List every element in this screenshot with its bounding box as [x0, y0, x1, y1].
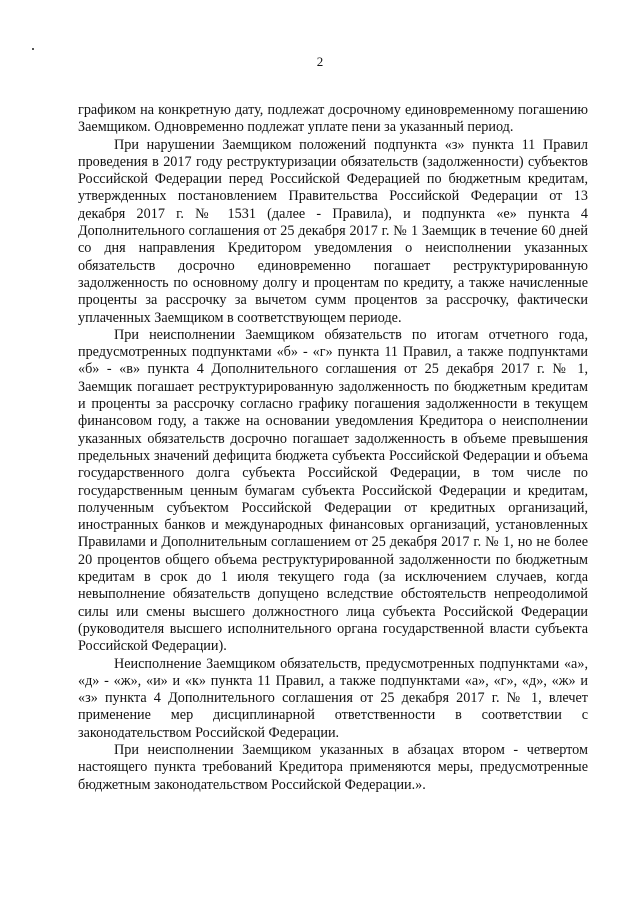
- page-number: 2: [316, 54, 324, 69]
- paragraph-disciplinary-clause: Неисполнение Заемщиком обязательств, предусмотренных подпунктами «а», «д» - «ж», «и» и «к» пункта 11 Правил, а также подпунктами «а», «г», «д», «ж» и «з» пункта 4 Дополнительного соглашения от 25 декабря 2017 г. № 1, влечет применение мер дисциплинарной ответственности в соответствии с законодательством Российской Федерации.: [78, 655, 588, 741]
- paragraph-measures-clause: При неисполнении Заемщиком указанных в абзацах втором - четвертом настоящего пункта требований Кредитора применяются меры, предусмотренные бюджетным законодательством Российской Федерации.».: [78, 741, 588, 793]
- paragraph-violation-clause: При нарушении Заемщиком положений подпункта «з» пункта 11 Правил проведения в 2017 году реструктуризации обязательств (задолженности) субъектов Российской Федерации перед Российской Федерацией по бюджетным кредитам, утвержденных постановлением Правительства Российской Федерации от 13 декабря 2017 г. № 1531 (далее - Правила), и подпункта «е» пункта 4 Дополнительного соглашения от 25 декабря 2017 г. № 1 Заемщик в течение 60 дней со дня направления Кредитором уведомления о неисполнении указанных обязательств досрочно единовременно погашает реструктурированную задолженность по основному долгу и процентам по кредиту, а также начисленные проценты за рассрочку за вычетом сумм процентов за рассрочку, фактически уплаченных Заемщиком в соответствующем периоде.: [78, 136, 588, 326]
- document-body: [78, 102, 588, 794]
- paragraph-nonfulfillment-clause: При неисполнении Заемщиком обязательств по итогам отчетного года, предусмотренных подпунктами «б» - «г» пункта 11 Правил, а также подпунктами «б» - «в» пункта 4 Дополнительного соглашения от 25 декабря 2017 г. № 1, Заемщик погашает реструктурированную задолженность по бюджетным кредитам и проценты за рассрочку согласно графику погашения задолженности в текущем финансовом году, а также на основании уведомления Кредитора о неисполнении указанных обязательств досрочно погашает задолженность в объеме превышения предельных значений дефицита бюджета субъекта Российской Федерации и объема государственного долга субъекта Российской Федерации, в том числе по государственным ценным бумагам субъекта Российской Федерации и кредитам, полученным субъектом Российской Федерации от кредитных организаций, иностранных банков и международных финансовых организаций, установленных Правилами и Дополнительным соглашением от 25 декабря 2017 г. № 1, но не более 20 процентов общего объема реструктурированной задолженности по бюджетным кредитам в срок до 1 июля текущего года (за исключением случаев, когда невыполнение обязательств допущено вследствие обстоятельств непреодолимой силы или смены высшего должностного лица субъекта Российской Федерации (руководителя высшего исполнительного органа государственной власти субъекта Российской Федерации).: [78, 326, 588, 655]
- scan-speck: [32, 48, 34, 50]
- paragraph-continuation: графиком на конкретную дату, подлежат досрочному единовременному погашению Заемщиком. Одновременно подлежат уплате пени за указанный период.: [78, 102, 588, 136]
